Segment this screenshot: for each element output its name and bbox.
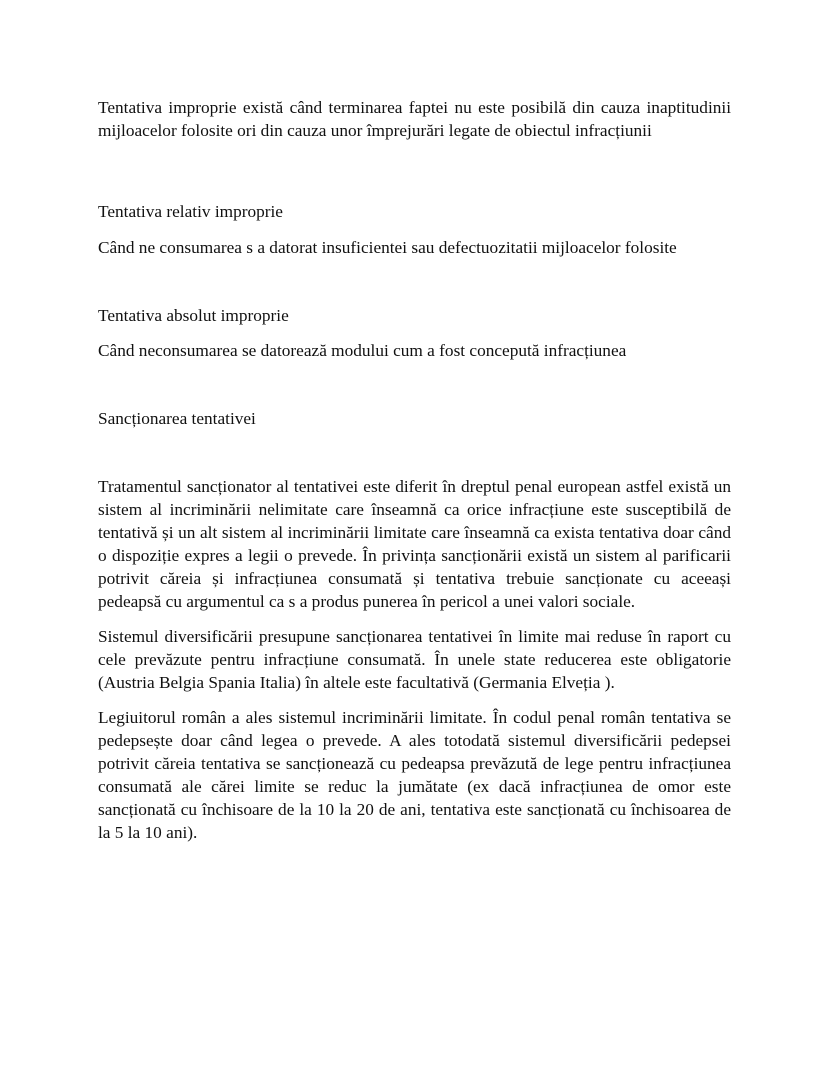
paragraph-tentativa-absolut-improprie: Când neconsumarea se datorează modului cum a fost concepută infracțiunea (98, 341, 627, 360)
heading-sanctionarea-tentativei: Sancționarea tentativei (98, 409, 256, 428)
paragraph-tratamentul-sanctionator: Tratamentul sancționator al tentativei este diferit în dreptul penal european astfel există un sistem al incriminării nelimitate care înseamnă ca orice infracțiune este susceptibilă de tentativă și un alt sistem al incriminării limitate care înseamnă ca exista tentativa doar când o dispoziție expres a legii o prevede. În privința sancționării există un sistem al parificarii potrivit căreia și infracțiunea consumată și tentativa trebuie sancționate cu aceeași pedeapsă cu argumentul ca s a produs punerea în pericol a unei valori sociale. (98, 477, 731, 611)
paragraph-legiuitorul-roman: Legiuitorul român a ales sistemul incriminării limitate. În codul penal român tentativa se pedepsește doar când legea o prevede. A ales totodată sistemul diversificării pedepsei potrivit căreia tentativa se sancționează cu pedeapsa prevăzută de lege pentru infracțiunea consumată ale cărei limite se reduc la jumătate (ex dacă infracțiunea de omor este sancționată cu închisoare de la 10 la 20 de ani, tentativa este sancționată cu închisoarea de la 5 la 10 ani). (98, 708, 731, 842)
paragraph-tentativa-improprie: Tentativa improprie există când terminarea faptei nu este posibilă din cauza inaptitudinii mijloacelor folosite ori din cauza unor împrejurări legate de obiectul infracțiunii (98, 98, 731, 140)
paragraph-sistemul-diversificarii: Sistemul diversificării presupune sancționarea tentativei în limite mai reduse în raport cu cele prevăzute pentru infracțiune consumată. În unele state reducerea este obligatorie (Austria Belgia Spania Italia) în altele este facultativă (Germania Elveția ). (98, 627, 731, 692)
heading-tentativa-absolut-improprie: Tentativa absolut improprie (98, 306, 289, 325)
paragraph-tentativa-relativ-improprie: Când ne consumarea s a datorat insuficientei sau defectuozitatii mijloacelor folosite (98, 238, 677, 257)
document-page (98, 96, 731, 844)
heading-tentativa-relativ-improprie: Tentativa relativ improprie (98, 202, 283, 221)
